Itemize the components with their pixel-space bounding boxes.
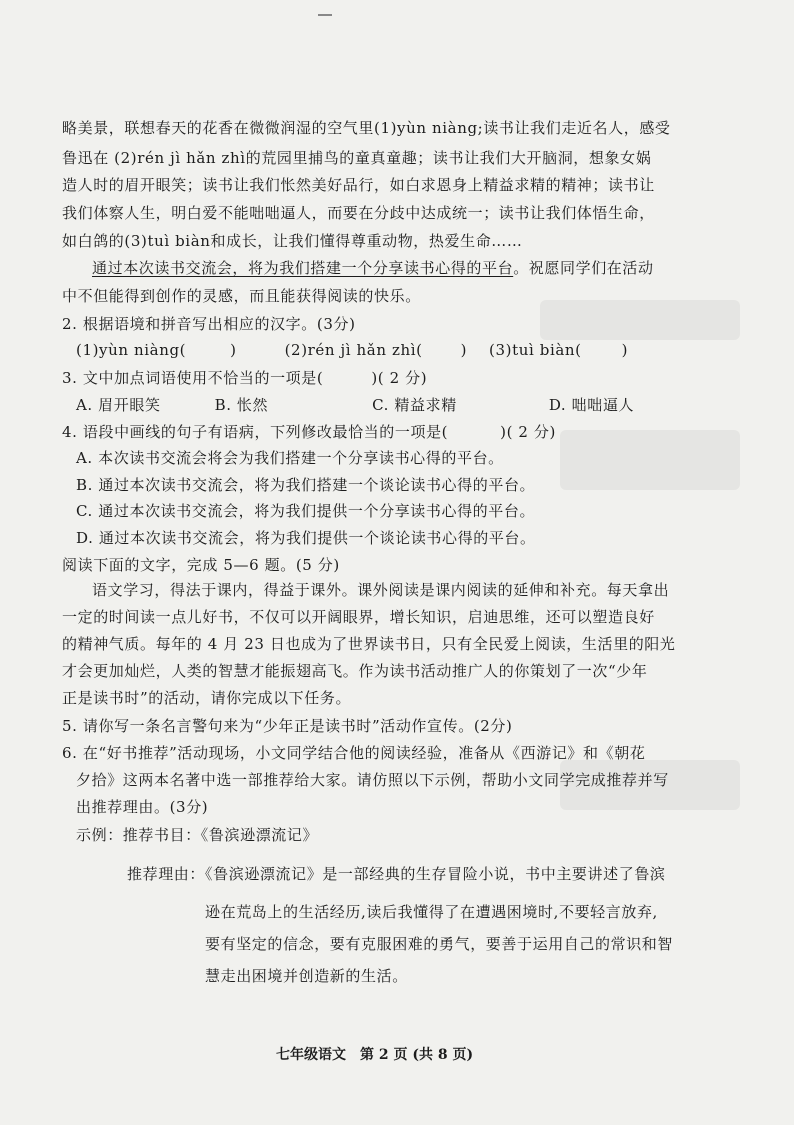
reason-text: 《鲁滨逊漂流记》是一部经典的生存冒险小说，书中主要讲述了鲁滨 [205,865,666,883]
passage-line: 略美景，联想春天的花香在微微润湿的空气里(1)yùn niàng;读书让我们走近名人，感受 [62,119,671,137]
question-6-stem: 出推荐理由。(3分) [76,798,209,816]
blank-2-close: ) [460,341,468,359]
passage-line: 鲁迅在 (2)rén jì hǎn zhì的荒园里捕鸟的童真童趣；读书让我们大开脑洞，想象女娲 [62,149,652,167]
option-a: A. 眉开眼笑 [76,396,161,414]
question-6-stem: 6. 在“好书推荐”活动现场，小文同学结合他的阅读经验，准备从《西游记》和《朝花 [62,744,646,762]
passage-line: 如白鸽的(3)tuì biàn和成长，让我们懂得尊重动物，热爱生命…… [62,232,523,250]
option-b: B. 通过本次读书交流会，将为我们搭建一个谈论读书心得的平台。 [76,476,536,494]
bleed-through [540,300,740,340]
question-3-stem [62,368,427,388]
example-reason [127,864,666,884]
reason-text: 慧走出困境并创造新的生活。 [205,967,408,985]
passage-line: 我们体察人生，明白爱不能咄咄逼人，而要在分歧中达成统一；读书让我们体悟生命， [62,204,655,222]
passage-line [62,258,654,278]
reason-text: 要有坚定的信念，要有克服困难的勇气，要善于运用自己的常识和智 [205,935,674,953]
question-3-options [76,395,634,415]
underlined-sentence: 通过本次读书交流会，将为我们搭建一个分享读书心得的平台 [92,259,514,277]
scan-mark [318,14,332,16]
blank-3-label: (3)tuì biàn( [489,341,582,359]
option-d: D. 通过本次读书交流会，将为我们提供一个谈论读书心得的平台。 [76,529,536,547]
reading-line: 正是读书时”的活动，请你完成以下任务。 [62,689,352,707]
bleed-through [560,430,740,490]
option-a: A. 本次读书交流会将会为我们搭建一个分享读书心得的平台。 [76,449,504,467]
option-c: C. 通过本次读书交流会，将为我们提供一个分享读书心得的平台。 [76,502,536,520]
question-6-stem: 夕拾》这两本名著中选一部推荐给大家。请仿照以下示例，帮助小文同学完成推荐并写 [76,771,669,789]
blank-3-close: ) [621,341,629,359]
example-book: 示例：推荐书目：《鲁滨逊漂流记》 [76,826,319,844]
question-4-score: )( 2 分) [500,423,556,441]
blank-2-label: (2)rén jì hǎn zhì( [284,341,423,359]
blank-1-label: (1)yùn niàng( [76,341,187,359]
footer-page-number: 第 2 页 (共 8 页) [360,1047,474,1063]
passage-line: 造人时的眉开眼笑；读书让我们怅然美好品行，如白求恩身上精益求精的精神；读书让 [62,176,655,194]
question-3-text: 3. 文中加点词语使用不恰当的一项是( [62,369,324,387]
question-4-text: 4. 语段中画线的句子有语病，下列修改最恰当的一项是( [62,423,449,441]
footer-subject: 七年级语文 [276,1047,346,1063]
page-footer [276,1046,487,1064]
option-b: B. 怅然 [214,396,269,414]
question-3-score: )( 2 分) [371,369,428,387]
reading-line: 语文学习，得法于课内，得益于课外。课外阅读是课内阅读的延伸和补充。每天拿出 [92,581,670,599]
passage-text: 。祝愿同学们在活动 [513,259,654,277]
question-5-stem: 5. 请你写一条名言警句来为“少年正是读书时”活动作宣传。(2分) [62,717,513,735]
passage-line: 中不但能得到创作的灵感，而且能获得阅读的快乐。 [62,287,421,305]
reading-line: 的精神气质。每年的 4 月 23 日也成为了世界读书日，只有全民爱上阅读，生活里的阳光 [62,635,676,653]
reading-intro: 阅读下面的文字，完成 5—6 题。(5 分) [62,556,340,574]
reading-line: 一定的时间读一点儿好书，不仅可以开阔眼界，增长知识，启迪思维，还可以塑造良好 [62,608,655,626]
question-4-stem [62,422,556,442]
option-c: C. 精益求精 [372,396,457,414]
reason-text: 逊在荒岛上的生活经历,读后我懂得了在遭遇困境时,不要轻言放弃, [205,903,658,921]
reason-label: 推荐理由： [127,865,206,883]
reading-line: 才会更加灿烂，人类的智慧才能振翅高飞。作为读书活动推广人的你策划了一次“少年 [62,662,648,680]
question-2-blanks [76,340,628,360]
option-d: D. 咄咄逼人 [548,396,635,414]
question-2-stem: 2. 根据语境和拼音写出相应的汉字。(3分) [62,315,356,333]
blank-1-close: ) [230,341,237,359]
